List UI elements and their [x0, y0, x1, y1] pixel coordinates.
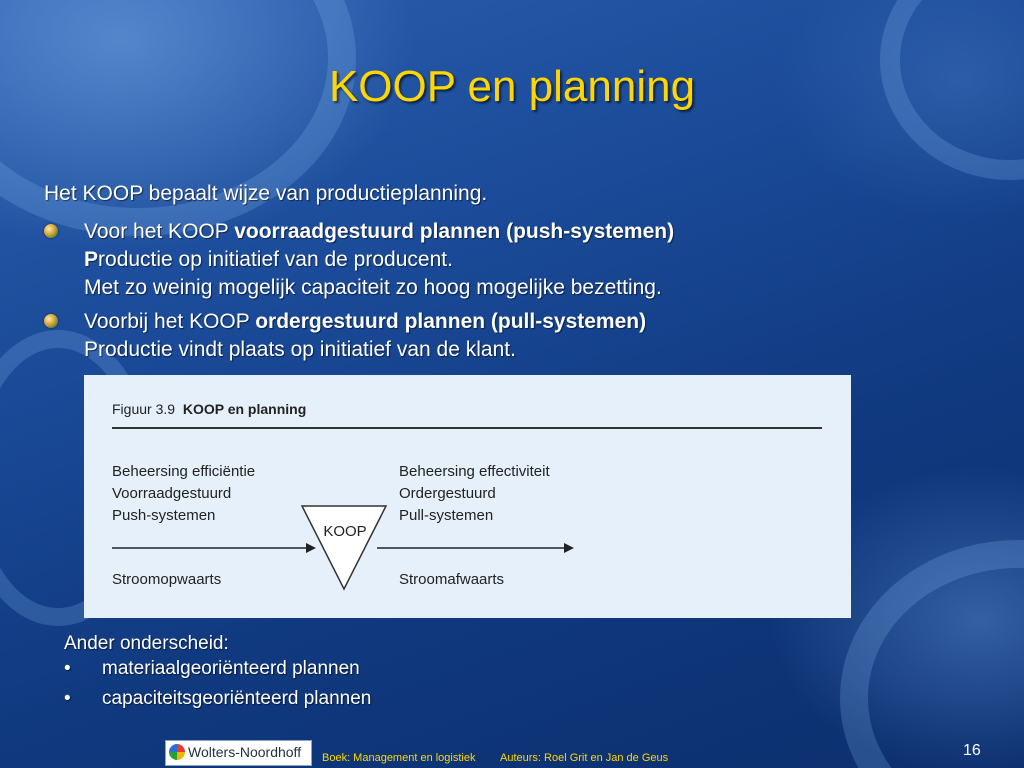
bullet-bold: voorraadgestuurd plannen (push-systemen) [234, 220, 675, 243]
koop-label: KOOP [323, 523, 367, 540]
right-item: Pull-systemen [399, 507, 494, 524]
intro-text: Het KOOP bepaalt wijze van productieplanning. [44, 182, 488, 205]
background-swirl [840, 540, 1024, 768]
page-number: 16 [963, 742, 981, 759]
bullet-icon [44, 314, 58, 328]
right-item: Beheersing effectiviteit [399, 463, 550, 480]
caption-rule [112, 427, 822, 429]
figure-caption [112, 401, 306, 417]
publisher-logo-text: Wolters-Noordhoff [188, 744, 302, 760]
left-item: Beheersing efficiëntie [112, 463, 256, 480]
list-bullet: • [64, 688, 71, 709]
bullet-line2: Productie vindt plaats op initiatief van de klant. [84, 338, 516, 361]
bullet-line3: Met zo weinig mogelijk capaciteit zo hoog mogelijke bezetting. [84, 276, 662, 299]
bullet-prefix: Voorbij het KOOP [84, 310, 256, 333]
left-item: Voorraadgestuurd [112, 485, 232, 502]
bullet-prefix: Voor het KOOP [84, 220, 235, 243]
caption-bold: KOOP en planning [182, 401, 307, 417]
arrow-right-head [564, 543, 574, 553]
other-heading: Ander onderscheid: [64, 633, 229, 654]
koop-figure [84, 375, 851, 618]
footer-authors: Auteurs: Roel Grit en Jan de Geus [500, 752, 669, 764]
list-bullet: • [64, 658, 71, 679]
caption-prefix: Figuur 3.9 [112, 401, 176, 417]
left-item: Push-systemen [112, 507, 216, 524]
bullet-bold: ordergestuurd plannen (pull-systemen) [255, 310, 647, 333]
slide-title: KOOP en planning [328, 62, 696, 111]
publisher-logo-icon [169, 744, 185, 760]
footer-book: Boek: Management en logistiek [322, 752, 476, 764]
right-column [399, 461, 550, 527]
downstream-label: Stroomafwaarts [399, 571, 505, 588]
bullet-line2: roductie op initiatief van de producent. [98, 248, 453, 271]
publisher-logo [165, 740, 312, 766]
upstream-label: Stroomopwaarts [112, 571, 222, 588]
left-column [112, 461, 255, 527]
bullet-icon [44, 224, 58, 238]
bullet-line2-bold: P [84, 248, 99, 271]
arrow-left-head [306, 543, 316, 553]
list-item: capaciteitsgeoriënteerd plannen [102, 688, 372, 709]
list-item: materiaalgeoriënteerd plannen [102, 658, 360, 679]
right-item: Ordergestuurd [399, 485, 496, 502]
